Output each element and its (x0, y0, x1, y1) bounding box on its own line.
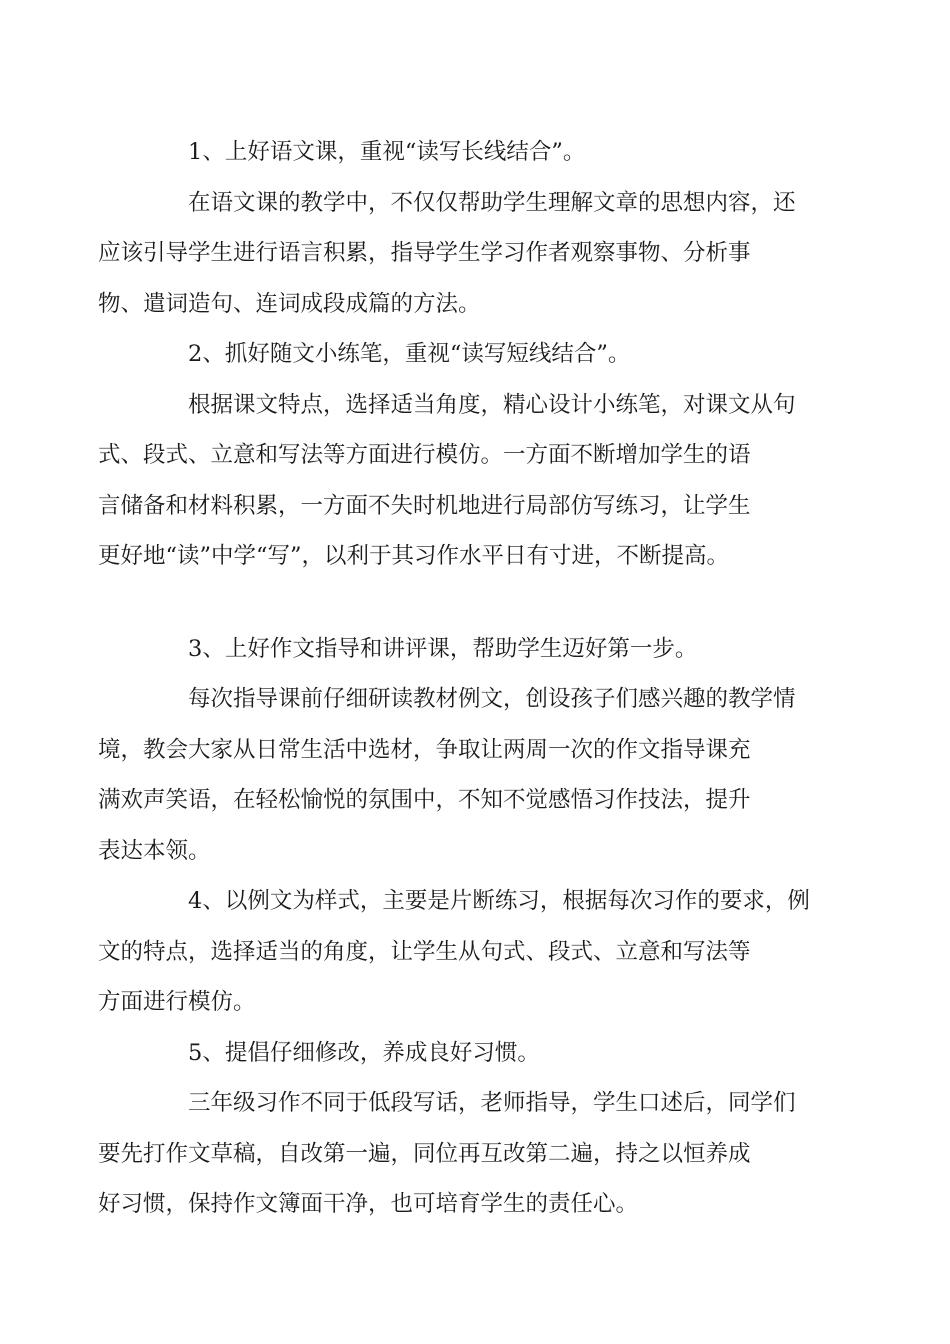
text-line: 3、上好作文指导和讲评课，帮助学生迈好第一步。 (188, 635, 698, 662)
text-line: 2、抓好随文小练笔，重视“读写短线结合”。 (188, 341, 631, 367)
text-line: 境，教会大家从日常生活中选材，争取让两周一次的作文指导课充 (98, 736, 751, 763)
text-line: 言储备和材料积累，一方面不失时机地进行局部仿写练习，让学生 (98, 492, 751, 519)
document-body (98, 127, 823, 1230)
text-line: 4、以例文为样式，主要是片断练习，根据每次习作的要求，例 (188, 888, 810, 914)
text-line: 满欢声笑语，在轻松愉悦的氛围中，不知不觉感悟习作技法，提升 (98, 787, 751, 813)
text-line: 物、遣词造句、连词成段成篇的方法。 (98, 290, 481, 317)
text-line: 5、提倡仔细修改，养成良好习惯。 (188, 1039, 540, 1066)
paragraph-gap (143, 582, 823, 624)
text-line: 在语文课的教学中，不仅仅帮助学生理解文章的思想内容，还 (188, 189, 796, 216)
section-body-2 (98, 380, 823, 582)
section-heading-1 (143, 127, 823, 178)
text-line: 表达本领。 (98, 837, 211, 864)
section-heading-2 (143, 329, 823, 380)
text-line: 要先打作文草稿，自改第一遍，同位再互改第二遍，持之以恒养成 (98, 1140, 751, 1167)
text-line: 式、段式、立意和写法等方面进行模仿。一方面不断增加学生的语 (98, 442, 751, 468)
text-line: 每次指导课前仔细研读教材例文，创设孩子们感兴趣的教学情 (188, 686, 796, 712)
section-body-3 (98, 674, 823, 876)
section-heading-3 (143, 624, 823, 675)
section-heading-4 (98, 876, 823, 1028)
section-heading-5 (143, 1028, 823, 1079)
text-line: 根据课文特点，选择适当角度，精心设计小练笔，对课文从句 (188, 391, 796, 418)
text-line: 应该引导学生进行语言积累，指导学生学习作者观察事物、分析事 (98, 240, 751, 266)
text-line: 1、上好语文课，重视“读写长线结合”。 (188, 139, 586, 165)
text-line: 文的特点，选择适当的角度，让学生从句式、段式、立意和写法等 (98, 938, 751, 965)
section-body-5 (98, 1078, 823, 1230)
text-line: 方面进行模仿。 (98, 989, 256, 1015)
text-line: 好习惯，保持作文簿面干净，也可培育学生的责任心。 (98, 1191, 639, 1217)
text-line: 更好地“读”中学“写”，以利于其习作水平日有寸进，不断提高。 (98, 543, 730, 569)
section-body-1 (98, 178, 823, 330)
text-line: 三年级习作不同于低段写话，老师指导，学生口述后，同学们 (188, 1090, 796, 1116)
